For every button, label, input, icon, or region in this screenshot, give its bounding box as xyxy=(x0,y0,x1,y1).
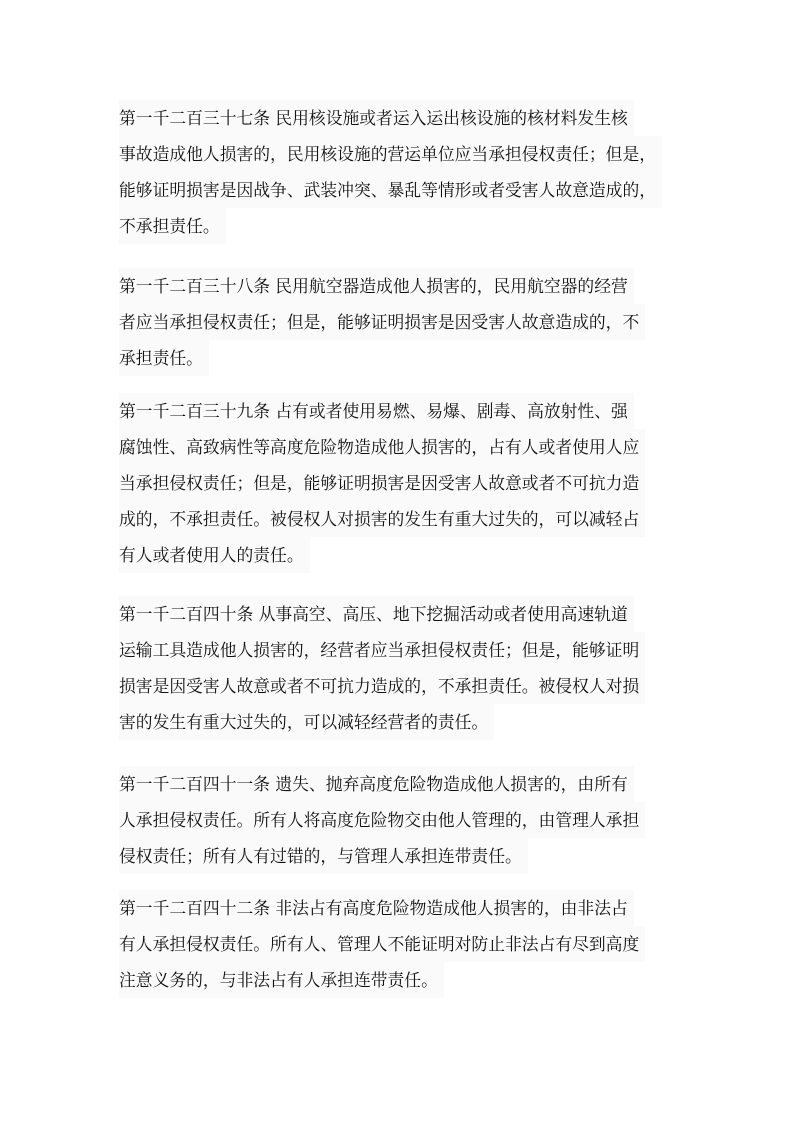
article-1242 xyxy=(119,890,679,998)
article-1239 xyxy=(119,393,679,573)
text-line: 当承担侵权责任；但是，能够证明损害是因受害人故意或者不可抗力造 xyxy=(119,465,679,501)
text-line: 承担责任。 xyxy=(119,340,679,376)
text-line: 有人承担侵权责任。所有人、管理人不能证明对防止非法占有尽到高度 xyxy=(119,926,679,962)
text-line: 第一千二百四十条 从事高空、高压、地下挖掘活动或者使用高速轨道 xyxy=(119,596,679,632)
text-line: 第一千二百三十八条 民用航空器造成他人损害的，民用航空器的经营 xyxy=(119,268,679,304)
article-1237 xyxy=(119,100,679,244)
text-line: 能够证明损害是因战争、武装冲突、暴乱等情形或者受害人故意造成的， xyxy=(119,172,679,208)
text-line: 第一千二百四十一条 遗失、抛弃高度危险物造成他人损害的，由所有 xyxy=(119,766,679,802)
text-line: 注意义务的，与非法占有人承担连带责任。 xyxy=(119,962,679,998)
article-1240 xyxy=(119,596,679,740)
text-line: 不承担责任。 xyxy=(119,208,679,244)
text-line: 人承担侵权责任。所有人将高度危险物交由他人管理的，由管理人承担 xyxy=(119,802,679,838)
text-line: 损害是因受害人故意或者不可抗力造成的，不承担责任。被侵权人对损 xyxy=(119,668,679,704)
text-line: 第一千二百四十二条 非法占有高度危险物造成他人损害的，由非法占 xyxy=(119,890,679,926)
text-line: 运输工具造成他人损害的，经营者应当承担侵权责任；但是，能够证明 xyxy=(119,632,679,668)
text-line: 成的，不承担责任。被侵权人对损害的发生有重大过失的，可以减轻占 xyxy=(119,501,679,537)
text-line: 侵权责任；所有人有过错的，与管理人承担连带责任。 xyxy=(119,838,679,874)
text-line: 第一千二百三十七条 民用核设施或者运入运出核设施的核材料发生核 xyxy=(119,100,679,136)
text-line: 第一千二百三十九条 占有或者使用易燃、易爆、剧毒、高放射性、强 xyxy=(119,393,679,429)
text-line: 有人或者使用人的责任。 xyxy=(119,537,679,573)
text-line: 者应当承担侵权责任；但是，能够证明损害是因受害人故意造成的，不 xyxy=(119,304,679,340)
text-line: 事故造成他人损害的，民用核设施的营运单位应当承担侵权责任；但是， xyxy=(119,136,679,172)
text-line: 腐蚀性、高致病性等高度危险物造成他人损害的，占有人或者使用人应 xyxy=(119,429,679,465)
text-line: 害的发生有重大过失的，可以减轻经营者的责任。 xyxy=(119,704,679,740)
article-1238 xyxy=(119,268,679,376)
article-1241 xyxy=(119,766,679,874)
